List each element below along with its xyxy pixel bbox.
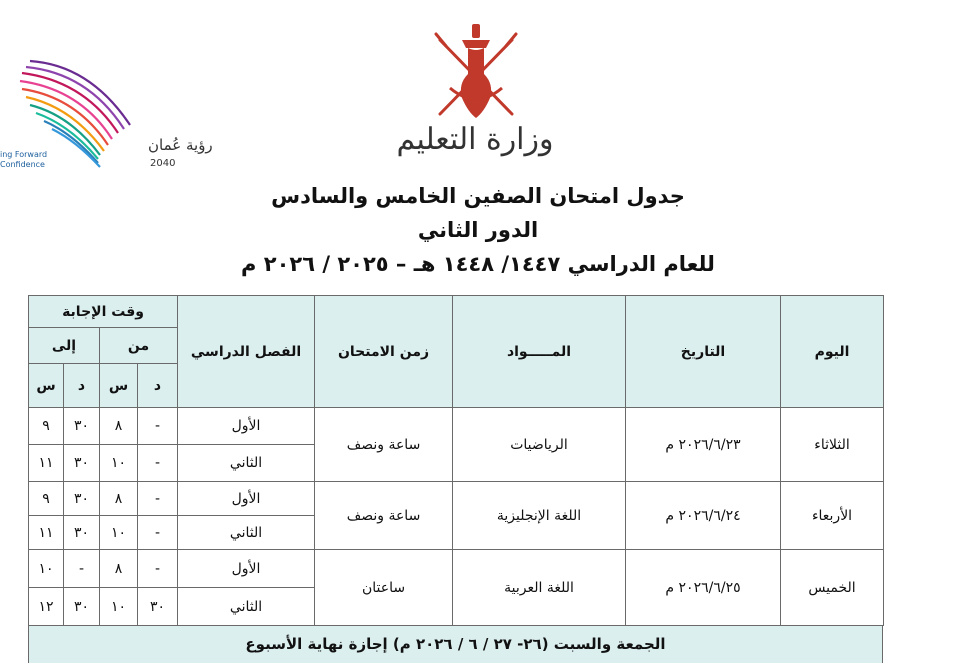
vision-arabic-text: رؤية عُمان	[148, 136, 213, 154]
ministry-name: وزارة التعليم	[396, 122, 554, 157]
cell-from-minute: -	[138, 550, 178, 588]
header-to-hour: س	[29, 364, 64, 408]
schedule-subtitle: الدور الثاني	[417, 218, 539, 242]
exam-schedule-table	[28, 295, 884, 626]
cell-from-hour: ٨	[100, 482, 138, 516]
table-row	[29, 550, 884, 588]
cell-to-hour: ١١	[29, 516, 64, 550]
cell-date: ٢٠٢٦/٦/٢٥ م	[626, 550, 781, 626]
cell-from-minute: -	[138, 482, 178, 516]
cell-from-minute: -	[138, 408, 178, 445]
cell-to-hour: ١١	[29, 445, 64, 482]
header-date: التاريخ	[626, 296, 781, 408]
academic-year: للعام الدراسي ١٤٤٧/ ١٤٤٨ هـ – ٢٠٢٥ / ٢٠٢٦ م	[241, 252, 715, 276]
cell-subject: الرياضيات	[453, 408, 626, 482]
oman-emblem-icon	[428, 18, 524, 128]
cell-to-hour: ٩	[29, 482, 64, 516]
cell-semester: الأول	[178, 550, 315, 588]
cell-semester: الأول	[178, 408, 315, 445]
cell-to-hour: ٩	[29, 408, 64, 445]
cell-to-minute: -	[64, 550, 100, 588]
header-semester: الفصل الدراسي	[178, 296, 315, 408]
cell-to-hour: ١٢	[29, 588, 64, 626]
cell-from-minute: -	[138, 516, 178, 550]
cell-from-hour: ١٠	[100, 516, 138, 550]
header-duration: زمن الامتحان	[315, 296, 453, 408]
cell-subject: اللغة العربية	[453, 550, 626, 626]
header-to-minute: د	[64, 364, 100, 408]
cell-duration: ساعة ونصف	[315, 408, 453, 482]
weekend-note: الجمعة والسبت (٢٦- ٢٧ / ٦ / ٢٠٢٦ م) إجازة نهاية الأسبوع	[28, 625, 883, 663]
cell-from-hour: ١٠	[100, 445, 138, 482]
cell-semester: الثاني	[178, 516, 315, 550]
cell-date: ٢٠٢٦/٦/٢٤ م	[626, 482, 781, 550]
cell-from-hour: ٨	[100, 550, 138, 588]
cell-to-minute: ٣٠	[64, 482, 100, 516]
cell-from-minute: ٣٠	[138, 588, 178, 626]
cell-duration: ساعتان	[315, 550, 453, 626]
header-from-minute: د	[138, 364, 178, 408]
vision-english-text: ing Forward Confidence	[0, 150, 48, 169]
cell-from-minute: -	[138, 445, 178, 482]
cell-to-minute: ٣٠	[64, 588, 100, 626]
table-row	[29, 408, 884, 445]
cell-semester: الثاني	[178, 588, 315, 626]
header-answer-time: وقت الإجابة	[29, 296, 178, 328]
cell-subject: اللغة الإنجليزية	[453, 482, 626, 550]
table-row	[29, 482, 884, 516]
cell-from-hour: ٨	[100, 408, 138, 445]
header-subject: المـــــواد	[453, 296, 626, 408]
cell-semester: الثاني	[178, 445, 315, 482]
vision-year: 2040	[150, 158, 176, 169]
cell-duration: ساعة ونصف	[315, 482, 453, 550]
cell-semester: الأول	[178, 482, 315, 516]
header-day: اليوم	[781, 296, 884, 408]
cell-to-minute: ٣٠	[64, 445, 100, 482]
cell-day: الخميس	[781, 550, 884, 626]
cell-from-hour: ١٠	[100, 588, 138, 626]
cell-date: ٢٠٢٦/٦/٢٣ م	[626, 408, 781, 482]
cell-to-hour: ١٠	[29, 550, 64, 588]
header-to: إلى	[29, 328, 100, 364]
schedule-title: جدول امتحان الصفين الخامس والسادس	[271, 184, 685, 208]
header-from-hour: س	[100, 364, 138, 408]
header-from: من	[100, 328, 178, 364]
cell-day: الثلاثاء	[781, 408, 884, 482]
cell-to-minute: ٣٠	[64, 408, 100, 445]
cell-day: الأربعاء	[781, 482, 884, 550]
cell-to-minute: ٣٠	[64, 516, 100, 550]
